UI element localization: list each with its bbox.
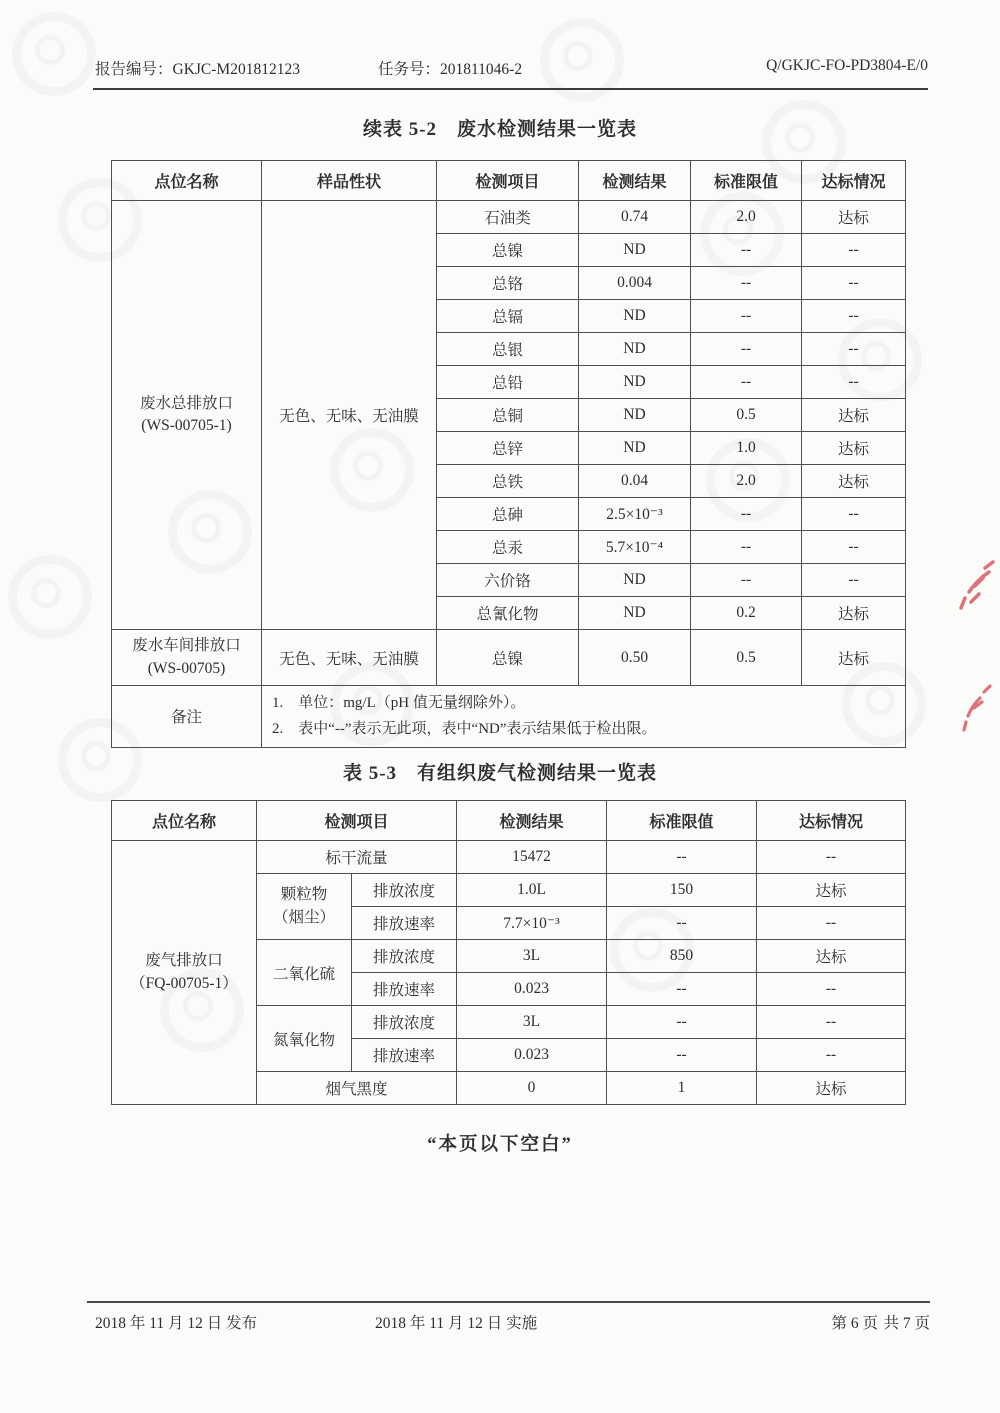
- red-ink-mark-icon: [960, 680, 998, 735]
- table-row: [112, 841, 906, 874]
- result-cell: ND: [579, 234, 691, 267]
- point-code: （FQ-00705-1）: [130, 974, 238, 992]
- status-cell: 达标: [802, 465, 906, 498]
- metric-cell: 排放浓度: [352, 1006, 457, 1039]
- result-cell: ND: [579, 300, 691, 333]
- status-cell: --: [802, 564, 906, 597]
- result-cell: 0.50: [579, 630, 691, 686]
- pollutant-name-sub: （烟尘）: [272, 908, 335, 926]
- status-cell: --: [802, 333, 906, 366]
- pollutant-cell: 氮氧化物: [257, 1006, 352, 1072]
- table2-header-row: [112, 801, 906, 841]
- limit-cell: 0.5: [691, 399, 802, 432]
- item-cell: 石油类: [437, 201, 579, 234]
- header-rule: [93, 88, 928, 90]
- remark-row: [112, 686, 906, 748]
- limit-cell: --: [691, 333, 802, 366]
- status-cell: --: [802, 498, 906, 531]
- remark-line: 1. 单位：mg/L（pH 值无量纲除外）。: [272, 695, 526, 711]
- report-number: 报告编号：GKJC-M201812123: [95, 61, 300, 78]
- item-cell: 总氰化物: [437, 597, 579, 630]
- result-cell: ND: [579, 399, 691, 432]
- status-cell: 达标: [802, 630, 906, 686]
- page-header: [95, 57, 928, 83]
- limit-cell: 0.5: [691, 630, 802, 686]
- blank-below-note: “本页以下空白”: [427, 1135, 573, 1155]
- item-cell: 总镍: [437, 630, 579, 686]
- item-cell: 总镉: [437, 300, 579, 333]
- implement-date: 2018 年 11 月 12 日 实施: [375, 1315, 538, 1332]
- remark-line: 2. 表中“--”表示无此项，表中“ND”表示结果低于检出限。: [272, 721, 657, 738]
- exhaust-gas-results-table: [111, 800, 906, 1105]
- metric-cell: 排放速率: [352, 1039, 457, 1072]
- status-cell: --: [802, 531, 906, 564]
- item-cell: 总铜: [437, 399, 579, 432]
- result-cell: 0.004: [579, 267, 691, 300]
- result-cell: 5.7×10⁻⁴: [579, 531, 691, 564]
- page-footer: [95, 1311, 930, 1335]
- status-cell: --: [757, 1006, 906, 1039]
- watermark-seal-icon: [12, 12, 96, 96]
- result-cell: 7.7×10⁻³: [457, 907, 607, 940]
- limit-cell: --: [691, 267, 802, 300]
- col-item: 检测项目: [257, 801, 457, 841]
- point-code: (WS-00705-1): [141, 417, 232, 434]
- point-name: 废气排放口: [145, 952, 223, 970]
- col-sample: 样品性状: [262, 161, 437, 201]
- col-point-name: 点位名称: [112, 161, 262, 201]
- metric-cell: 排放浓度: [352, 874, 457, 907]
- limit-cell: 2.0: [691, 465, 802, 498]
- pollutant-cell: [257, 874, 352, 940]
- status-cell: --: [757, 1039, 906, 1072]
- item-cell: 烟气黑度: [257, 1072, 457, 1105]
- metric-cell: 排放速率: [352, 907, 457, 940]
- item-cell: 总汞: [437, 531, 579, 564]
- point-name-cell: [112, 201, 262, 630]
- point-name-cell: [112, 841, 257, 1105]
- col-item: 检测项目: [437, 161, 579, 201]
- item-cell: 总锌: [437, 432, 579, 465]
- remark-content-cell: [262, 686, 906, 748]
- limit-cell: --: [691, 234, 802, 267]
- footer-rule: [87, 1301, 930, 1303]
- metric-cell: 排放速率: [352, 973, 457, 1006]
- table-row: [112, 201, 906, 234]
- limit-cell: 1: [607, 1072, 757, 1105]
- limit-cell: --: [607, 973, 757, 1006]
- result-cell: 0: [457, 1072, 607, 1105]
- result-cell: ND: [579, 564, 691, 597]
- status-cell: 达标: [757, 1072, 906, 1105]
- red-ink-mark-icon: [955, 558, 1000, 623]
- result-cell: ND: [579, 366, 691, 399]
- point-name: 废水总排放口: [139, 394, 233, 412]
- page-number: 第 6 页: [831, 1315, 878, 1332]
- point-name: 废水车间排放口: [132, 637, 241, 655]
- limit-cell: --: [607, 841, 757, 874]
- item-cell: 总铁: [437, 465, 579, 498]
- status-cell: 达标: [802, 597, 906, 630]
- status-cell: 达标: [757, 940, 906, 973]
- status-cell: --: [802, 267, 906, 300]
- col-point-name: 点位名称: [112, 801, 257, 841]
- limit-cell: --: [691, 531, 802, 564]
- result-cell: 1.0L: [457, 874, 607, 907]
- limit-cell: 150: [607, 874, 757, 907]
- limit-cell: 0.2: [691, 597, 802, 630]
- status-cell: 达标: [802, 432, 906, 465]
- point-code: (WS-00705): [147, 659, 226, 677]
- status-cell: 达标: [802, 201, 906, 234]
- col-limit: 标准限值: [691, 161, 802, 201]
- result-cell: 0.04: [579, 465, 691, 498]
- total-pages: 共 7 页: [883, 1315, 930, 1332]
- sample-cell: 无色、无味、无油膜: [262, 201, 437, 630]
- result-cell: 15472: [457, 841, 607, 874]
- limit-cell: --: [607, 907, 757, 940]
- col-status: 达标情况: [757, 801, 906, 841]
- item-cell: 总银: [437, 333, 579, 366]
- col-result: 检测结果: [457, 801, 607, 841]
- col-result: 检测结果: [579, 161, 691, 201]
- metric-cell: 排放浓度: [352, 940, 457, 973]
- status-cell: --: [802, 234, 906, 267]
- result-cell: 0.023: [457, 973, 607, 1006]
- limit-cell: 2.0: [691, 201, 802, 234]
- item-cell: 六价铬: [437, 564, 579, 597]
- status-cell: --: [802, 366, 906, 399]
- item-cell: 总铬: [437, 267, 579, 300]
- result-cell: ND: [579, 597, 691, 630]
- task-number: 任务号：201811046-2: [378, 61, 523, 78]
- item-cell: 总砷: [437, 498, 579, 531]
- wastewater-results-table: [111, 160, 906, 748]
- result-cell: ND: [579, 333, 691, 366]
- table1-header-row: [112, 161, 906, 201]
- status-cell: 达标: [802, 399, 906, 432]
- item-cell: 总铅: [437, 366, 579, 399]
- status-cell: 达标: [757, 874, 906, 907]
- result-cell: 0.023: [457, 1039, 607, 1072]
- result-cell: 3L: [457, 940, 607, 973]
- col-limit: 标准限值: [607, 801, 757, 841]
- limit-cell: 850: [607, 940, 757, 973]
- item-cell: 标干流量: [257, 841, 457, 874]
- limit-cell: --: [691, 366, 802, 399]
- status-cell: --: [757, 907, 906, 940]
- table2-title: 表 5-3 有组织废气检测结果一览表: [342, 763, 658, 784]
- limit-cell: --: [691, 498, 802, 531]
- pollutant-name: 颗粒物: [280, 886, 328, 904]
- limit-cell: --: [607, 1006, 757, 1039]
- limit-cell: --: [607, 1039, 757, 1072]
- limit-cell: --: [691, 300, 802, 333]
- doc-code: Q/GKJC-FO-PD3804-E/0: [766, 57, 928, 74]
- watermark-seal-icon: [8, 555, 92, 639]
- pollutant-cell: 二氧化硫: [257, 940, 352, 1006]
- status-cell: --: [757, 973, 906, 1006]
- result-cell: 2.5×10⁻³: [579, 498, 691, 531]
- point-name-cell: [112, 630, 262, 686]
- result-cell: ND: [579, 432, 691, 465]
- limit-cell: 1.0: [691, 432, 802, 465]
- publish-date: 2018 年 11 月 12 日 发布: [95, 1315, 258, 1332]
- status-cell: --: [757, 841, 906, 874]
- result-cell: 3L: [457, 1006, 607, 1039]
- status-cell: --: [802, 300, 906, 333]
- table-row: [112, 630, 906, 686]
- result-cell: 0.74: [579, 201, 691, 234]
- sample-cell: 无色、无味、无油膜: [262, 630, 437, 686]
- item-cell: 总镍: [437, 234, 579, 267]
- col-status: 达标情况: [802, 161, 906, 201]
- limit-cell: --: [691, 564, 802, 597]
- table1-title: 续表 5-2 废水检测结果一览表: [362, 119, 638, 140]
- remark-label-cell: 备注: [112, 686, 262, 748]
